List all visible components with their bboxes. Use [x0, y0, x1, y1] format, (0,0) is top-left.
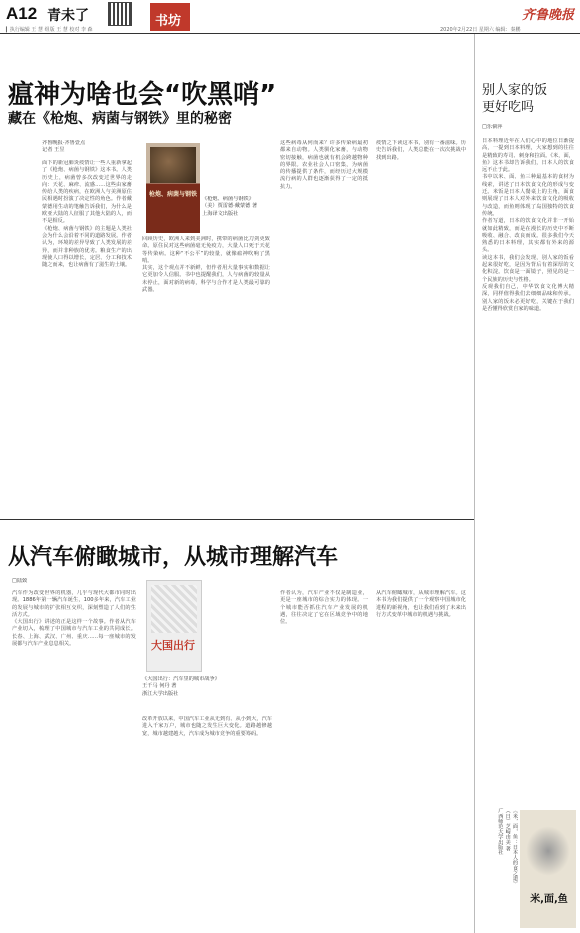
- article1-para: 其实，这个观点并不新鲜，但作者用大量事实和数据让它更加令人信服。书中也提醒我们，人与病菌的较量从未停止，面对新的病毒，科学与合作才是人类最可靠的武器。: [142, 265, 270, 294]
- article2-book-caption: 《大国出行：汽车里的城市战争》 王千马 何丹 著 浙江大学出版社: [142, 676, 220, 697]
- article2-para: 《大国出行》讲述的正是这样一个故事。作者从汽车产业切入，梳理了中国城市与汽车工业的共同成长。长春、上海、武汉、广州、重庆……每一座城市的发展都与汽车产业息息相关。: [12, 619, 136, 648]
- article1-headline: 瘟神为啥也会“吹黑哨”: [8, 80, 277, 110]
- article1-byline: 齐鲁晚报·齐鲁壹点 记者 王昱: [42, 140, 86, 154]
- date-line: 2020年2月22日 星期六 编辑：秦鹏: [440, 27, 521, 33]
- article1-body-col2: [142, 236, 270, 516]
- article1-para: 《枪炮、病菌与钢铁》的主题是人类社会为什么会沿着不同的道路发展。作者认为，环境的差异导致了人类发展的差异，而并非种族的优劣。粮食生产的出现使人口得以增长，定居、分工和技术随之而来，也让病菌有了滋生的土壤。: [42, 225, 132, 269]
- article1-para: 疫情之下读这本书，别有一番滋味。历史告诉我们，人类总能在一次次挑战中找到出路。: [376, 140, 466, 161]
- article3-headline: 别人家的饭 更好吃吗: [482, 83, 548, 115]
- article3-para: 日本料理近年在人们心中的地位日渐提高，一提到日本料理，大家想到的往往是精致的寿司、刺身和拉面。《米，面，鱼》这本书却告诉我们，日本人的饮食远不止于此。: [482, 138, 574, 174]
- article1-book-cover: [146, 143, 200, 233]
- book-cover-fish: [526, 826, 570, 876]
- qr-code-icon: [108, 2, 132, 26]
- article1-book-title: 枪炮、病菌与钢铁: [149, 191, 198, 198]
- brand-logo: 齐鲁晚报: [522, 8, 575, 23]
- article2-body-col1: [12, 590, 136, 926]
- article2-body-col2: [142, 716, 272, 926]
- article2-byline: □陆致: [12, 578, 28, 584]
- section-title: 书坊: [155, 14, 182, 29]
- article3-body: [482, 138, 574, 724]
- article2-para: 从汽车俯瞰城市，从城市理解汽车。这本书为我们提供了一个观察中国城市化进程的新视角，也让我们看到了未来出行方式变革中城市的机遇与挑战。: [376, 590, 466, 618]
- article2-para: 作者认为，汽车产业不仅是制造业，更是一座城市的综合实力的体现。一个城市能否抓住汽车产业发展的机遇，往往决定了它在区域竞争中的地位。: [280, 590, 368, 626]
- right-column-divider: [474, 34, 475, 933]
- article2-para: 汽车作为改变世界的机器，几乎与现代大都市同时出现。1886年第一辆汽车诞生，100多年来，汽车工业的发展与城市的扩张相互交织，深刻塑造了人们的生活方式。: [12, 590, 136, 618]
- article2-body-col3: [280, 590, 368, 926]
- article1-para: 回顾历史，欧洲人来到美洲时，携带的病菌比刀剑更致命。原住民对这些病菌毫无免疫力，大量人口死于天花等传染病。这种“不公平”的较量，就像瘟神吹响了黑哨。: [142, 236, 270, 264]
- page-number: A12: [6, 4, 38, 23]
- article3-byline: □乐倘萍: [482, 124, 503, 130]
- header-rule: [0, 33, 580, 34]
- article1-body-col3: [280, 140, 368, 516]
- article2-headline: 从汽车俯瞰城市，从城市理解汽车: [8, 545, 339, 570]
- article3-book-cover: [520, 810, 576, 928]
- article1-body-col4: [376, 140, 466, 516]
- article3-book-caption: 《米，面，鱼：日本人的食之道》 （日）芝崎由美 著 广西师范大学出版社: [497, 808, 518, 886]
- book-cover-painting: [150, 147, 196, 183]
- column-name: 青未了: [47, 8, 89, 24]
- editor-line: ▎执行编辑 王 慧 组版 王 慧 校对 李 森: [6, 27, 93, 33]
- article2-book-cover: [146, 580, 202, 672]
- book-cover-map: [151, 585, 197, 633]
- article1-subhead: 藏在《枪炮、病菌与钢铁》里的秘密: [8, 111, 232, 127]
- article-divider: [0, 519, 474, 520]
- article1-book-caption: 《枪炮、病菌与钢铁》 （美）贾雷德·戴蒙德 著 上海译文出版社: [202, 196, 258, 217]
- masthead: [0, 0, 580, 34]
- article2-body-col4: [376, 590, 466, 926]
- article1-para: 这些病毒从何而来？许多传染病最初都来自动物。人类驯化家畜，与动物密切接触，病菌也就有机会跨越物种的界限。农业社会人口密集，为病菌的传播提供了条件，而经历过大规模流行病的人群也逐渐获得了一定的抵抗力。: [280, 140, 368, 190]
- article2-para: 改革开放以来，中国汽车工业从无到有、从小到大，汽车进入千家万户，城市也随之发生巨大变化。道路越修越宽，城市越建越大，汽车成为城市竞争的重要筹码。: [142, 716, 272, 737]
- article3-book-title: 米,面,鱼: [530, 894, 568, 905]
- article1-body-col1: [42, 160, 132, 516]
- article1-para: 面下的新冠肺炎疫情让一些人重新拿起了《枪炮、病菌与钢铁》这本书。人类历史上，病菌曾多次改变过世界的走向：天花、麻疹、流感……这些由家畜传给人类的疾病，在欧洲人与美洲原住民相遇时扮演了决定性的角色。作者戴蒙德用生动的笔触告诉我们，为什么是欧亚大陆的人征服了其他大陆的人，而不是相反。: [42, 160, 132, 225]
- article2-book-cover-text: 大国出行: [151, 639, 195, 652]
- article3-para: 书中以米、面、鱼三种最基本的食材为线索，讲述了日本饮食文化的形成与变迁。米饭是日本人餐桌上的主角，面食则展现了日本人对外来饮食文化的吸收与改造，而鱼则体现了岛国独特的饮食传统。: [482, 174, 574, 217]
- article3-para: 读这本书，我们会发现，别人家的饭看起来很好吃，是因为背后有着深厚的文化积淀。饮食是一面镜子，照见的是一个民族的历史与性格。: [482, 254, 574, 283]
- article3-para: 反观我们自己，中华饮食文化博大精深，同样值得我们去细细品味和传承。别人家的饭未必更好吃，关键在于我们是否懂得欣赏自家的味道。: [482, 283, 574, 312]
- article3-para: 作者写道，日本的饮食文化并非一开始就如此精致，而是在漫长的历史中不断吸收、融合、改良而成。很多我们今天熟悉的日本料理，其实都有外来的源头。: [482, 218, 574, 254]
